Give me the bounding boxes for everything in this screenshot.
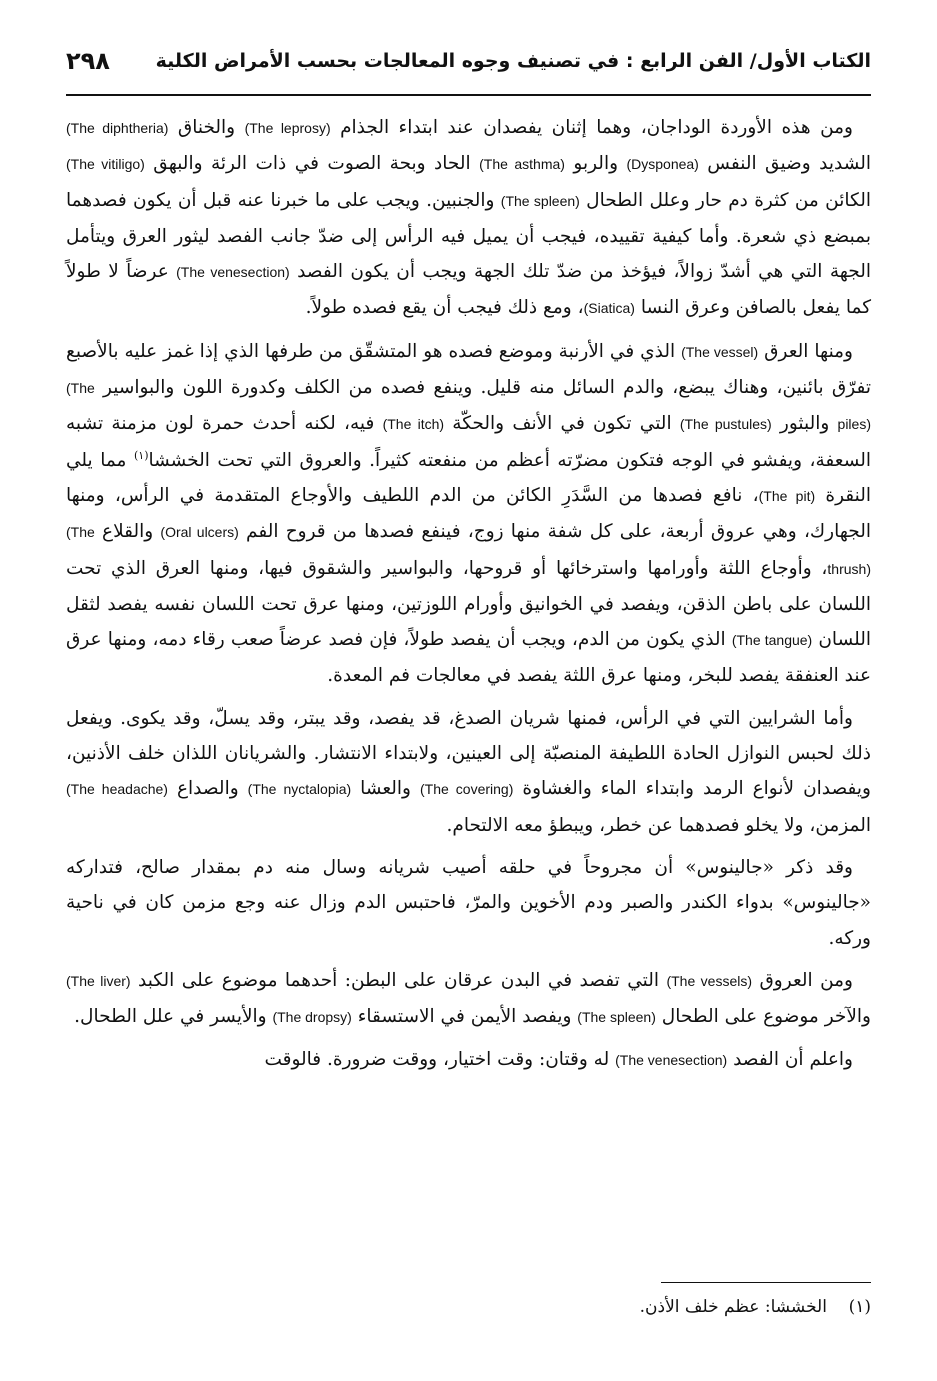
english-term: (The headache)	[66, 781, 168, 798]
footnote-text: الخششا: عظم خلف الأذن.	[639, 1297, 827, 1317]
text-run: الكائن من كثرة دم حار وعلل الطحال	[579, 189, 872, 211]
running-title: الكتاب الأول/ الفن الرابع : في تصنيف وجوه المعالجات بحسب الأمراض الكلية	[155, 50, 871, 72]
text-run: والصداع	[167, 778, 248, 800]
paragraph	[66, 701, 871, 843]
text-run: ، ومع ذلك فيجب أن يقع فصده طولاً.	[305, 297, 584, 319]
text-run: واعلم أن الفصد	[727, 1049, 853, 1071]
english-term: (Siatica)	[583, 300, 635, 317]
text-run: والبثور	[771, 413, 838, 435]
english-term: (Oral ulcers)	[160, 524, 239, 541]
english-term: (The piles)	[66, 380, 871, 433]
footnote-marker: (١)	[848, 1297, 871, 1317]
english-term: (The vessel)	[681, 343, 759, 360]
english-term: (The thrush)	[66, 524, 871, 577]
english-term: (The venesection)	[615, 1052, 728, 1069]
text-run: والأيسر في علل الطحال.	[74, 1006, 273, 1028]
english-term: (The pit)	[758, 487, 816, 504]
english-term: (The nyctalopia)	[247, 781, 352, 798]
text-run: المزمن، ولا يخلو فصدهما عن خطر، ويبطؤ معه الالتحام.	[446, 814, 871, 836]
paragraph	[66, 1042, 871, 1078]
text-run: فيه، لكنه أحدث حمرة لون مزمنة تشبه السعفة، ويفشو في الوجه فتكون مضرّته أعظم من منفعته كثيراً. والعروق التي تحت الخششا	[66, 413, 871, 471]
text-run: ومن العروق	[752, 969, 853, 991]
text-run: والجنبين. ويجب على ما خبرنا عنه قبل أن يكون فصدهما بمبضع ذي شعرة. وأما كيفية تقييده، فيجب أن يميل فيه الرأس إلى ضدّ جانب الفصد ليثور العرق ويتأمل الجهة التي هي أشدّ زوالاً، فيؤخذ من ضدّ تلك الجهة ويجب أن يكون الفصد	[66, 189, 871, 283]
english-term: (The covering)	[419, 781, 514, 798]
english-term: (The spleen)	[577, 1009, 656, 1026]
body-text	[66, 110, 871, 1086]
text-run: التي تفصد في البدن عرقان على البطن: أحدهما موضوع على الكبد	[130, 969, 667, 991]
text-run: مما يلي النقرة	[66, 449, 872, 506]
paragraph	[66, 850, 871, 956]
header-rule	[66, 94, 871, 96]
text-run: عرضاً لا طولاً كما يفعل بالصافن وعرق النسا	[66, 261, 871, 319]
english-term: (The venesection)	[176, 264, 290, 281]
english-term: (The diphtheria)	[66, 120, 169, 136]
footnote-rule	[661, 1282, 871, 1283]
english-term: (The asthma)	[479, 156, 565, 173]
paragraph	[66, 110, 871, 327]
text-run: الذي يكون من الدم، ويجب أن يفصد طولاً، فإن فصد عرضاً صعب رقاء دمه، ومنها عرق عند العنفقة يفصد للبخر، ومنها عرق اللثة يفصد في معالجات فم المعدة.	[66, 629, 871, 687]
text-run: والقلاع	[94, 521, 161, 543]
text-run: له وقتان: وقت اختيار، ووقت ضرورة. فالوقت	[264, 1049, 616, 1071]
english-term: (The liver)	[66, 972, 131, 989]
footnote-ref: (١)	[134, 448, 149, 462]
text-run: والآخر موضوع على الطحال	[655, 1006, 871, 1028]
text-run: الشديد وضيق النفس	[698, 153, 872, 175]
footnote	[66, 1292, 871, 1322]
text-run: التي تكون في الأنف والحكّة	[444, 413, 680, 435]
english-term: (The vessels)	[666, 972, 753, 989]
page-number: ٢٩٨	[66, 47, 110, 75]
text-run: والربو	[564, 153, 627, 175]
english-term: (The tangue)	[731, 632, 813, 649]
page-header	[66, 38, 871, 84]
text-run: الحاد وبحة الصوت في ذات الرئة والبهق	[144, 153, 480, 175]
paragraph	[66, 334, 871, 694]
english-term: (The dropsy)	[272, 1009, 352, 1026]
text-run: ، نافع فصدها من السَّدَرِ الكائن من الدم اللطيف والأوجاع المتقدمة في الرأس، ومنها الجهارك، وهي عروق أربعة، على كل شفة منها زوج، فينفع فصدها من قروح الفم	[66, 484, 871, 543]
text-run: ومن هذه الأوردة الوداجان، وهما إثنان يفصدان عند ابتداء الجذام	[330, 117, 853, 138]
english-term: (The leprosy)	[244, 120, 331, 136]
text-run: ويفصد الأيمن في الاستسقاء	[351, 1006, 578, 1028]
text-run: ومنها العرق	[758, 340, 853, 362]
text-run: ، وأوجاع اللثة وأورامها واسترخائها أو قروحها، والبواسير والشقوق فيها، ومنها العرق الذي تحت اللسان على باطن الذقن، ويفصد في الخوانيق وأورام اللوزتين، ومنها عرق تحت اللسان نفسه يفصد لثقل اللسان	[66, 557, 871, 651]
english-term: (The vitiligo)	[66, 156, 145, 173]
english-term: (The spleen)	[500, 192, 580, 209]
english-term: (Dysponea)	[626, 156, 699, 173]
paragraph	[66, 963, 871, 1036]
text-run: والعشا	[351, 778, 420, 800]
english-term: (The pustules)	[679, 416, 772, 433]
text-run: وأما الشرايين التي في الرأس، فمنها شريان الصدغ، قد يفصد، وقد يبتر، وقد يسلّ، وقد يكوى. ويفعل ذلك لحبس النوازل الحادة اللطيفة المنصبّة إلى العينين، ولابتداء الانتشار. والشريانان اللذان خلف الأذنين، ويفصدان لأنواع الرمد وابتداء الماء والغشاوة	[66, 707, 871, 800]
text-run: الذي في الأرنبة وموضع فصده هو المتشقّق من طرفها الذي إذا غمز عليه بالأصبع تفرّق بائنين، وهناك يبضع، والدم السائل منه قليل. وينفع فصده من الكلف وكدورة اللون والبواسير	[66, 340, 871, 399]
english-term: (The itch)	[382, 416, 445, 433]
text-run: وقد ذكر «جالينوس» أن مجروحاً في حلقه أصيب شريانه وسال منه دم بمقدار صالح، فتداركه «جالينوس» بدواء الكندر والصبر ودم الأخوين والمرّ، فاحتبس الدم وزال عنه وجع مزمن كان في ناحية وركه.	[66, 856, 871, 949]
text-run: والخناق	[168, 117, 245, 138]
